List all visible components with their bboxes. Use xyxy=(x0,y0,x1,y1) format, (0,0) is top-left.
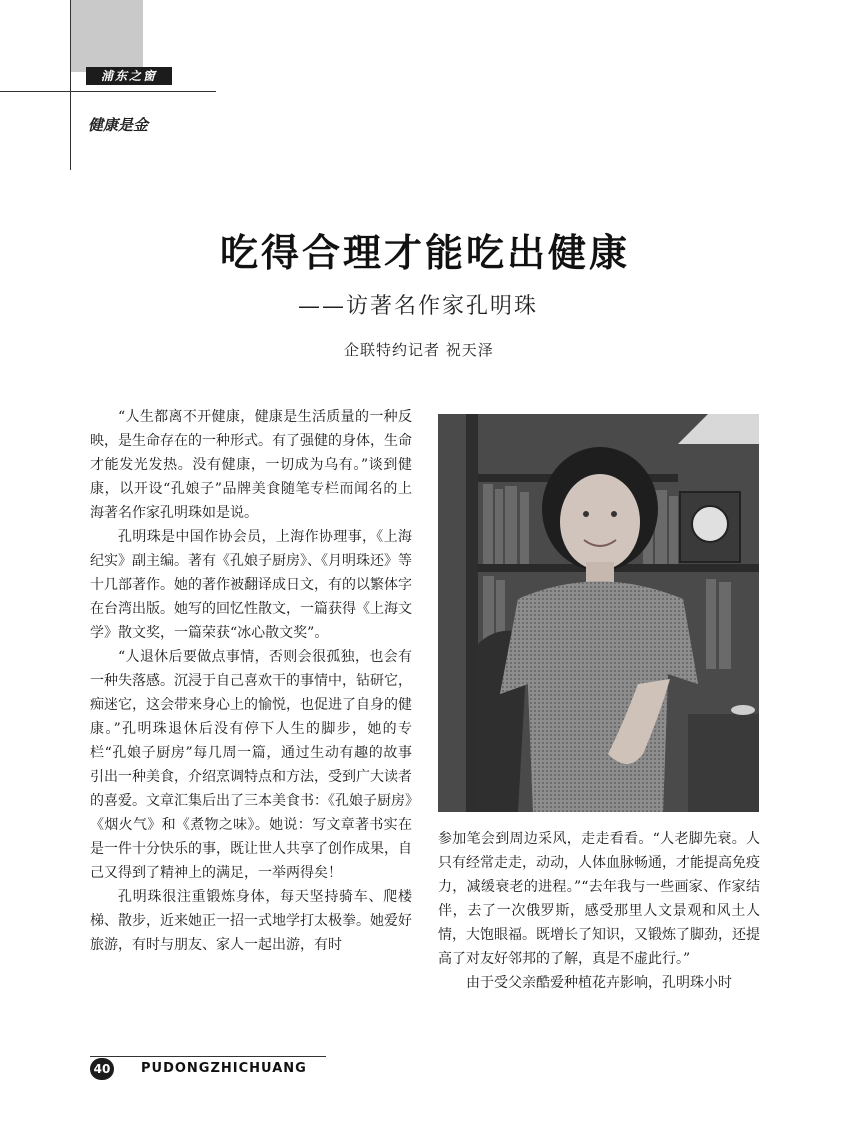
footer-rule xyxy=(90,1056,326,1057)
header-gray-tab xyxy=(70,0,143,72)
page-number: 40 xyxy=(90,1058,114,1080)
magazine-name: PUDONGZHICHUANG xyxy=(141,1061,307,1076)
paragraph: 由于受父亲酷爱种植花卉影响，孔明珠小时 xyxy=(466,975,732,991)
section-label: 健康是金 xyxy=(88,116,149,134)
header-vertical-rule xyxy=(70,0,71,170)
article-title: 吃得合理才能吃出健康 xyxy=(219,231,630,275)
paragraph: “人生都离不开健康，健康是生活质量的一种反映，是生命存在的一种形式。有了强健的身体，生命才能发光发热。没有健康，一切成为乌有。”谈到健康，以开设“孔娘子”品牌美食随笔专栏而闻名的上海著名作家孔明珠如是说。 xyxy=(90,409,412,521)
portrait-illustration xyxy=(438,414,759,812)
article-subtitle: ——访著名作家孔明珠 xyxy=(298,294,539,319)
right-text-column xyxy=(438,827,760,995)
column-badge: 浦东之窗 xyxy=(86,67,172,85)
header-horizontal-rule xyxy=(0,91,216,92)
portrait-photo xyxy=(438,414,759,812)
paragraph: 孔明珠很注重锻炼身体，每天坚持骑车、爬楼梯、散步，近来她正一招一式地学打太极拳。她爱好旅游，有时与朋友、家人一起出游，有时 xyxy=(90,889,412,953)
left-text-column xyxy=(90,405,412,957)
paragraph: “人退休后要做点事情，否则会很孤独，也会有一种失落感。沉浸于自己喜欢干的事情中，钻研它，痴迷它，这会带来身心上的愉悦，也促进了自身的健康。”孔明珠退休后没有停下人生的脚步，她的专栏“孔娘子厨房”每几周一篇，通过生动有趣的故事引出一种美食，介绍烹调特点和方法，受到广大读者的喜爱。文章汇集后出了三本美食书：《孔娘子厨房》《烟火气》和《煮物之味》。她说：写文章著书实在是一件十分快乐的事，既让世人共享了创作成果，自己又得到了精神上的满足，一举两得矣！ xyxy=(90,649,412,881)
article-byline: 企联特约记者 祝天泽 xyxy=(344,341,494,359)
paragraph: 孔明珠是中国作协会员，上海作协理事，《上海纪实》副主编。著有《孔娘子厨房》、《月明珠还》等十几部著作。她的著作被翻译成日文，有的以繁体字在台湾出版。她写的回忆性散文，一篇获得《上海文学》散文奖，一篇荣获“冰心散文奖”。 xyxy=(90,529,412,641)
paragraph: 参加笔会到周边采风，走走看看。“人老脚先衰。人只有经常走走，动动，人体血脉畅通，才能提高免疫力，减缓衰老的进程。”“去年我与一些画家、作家结伴，去了一次俄罗斯，感受那里人文景观和风土人情，大饱眼福。既增长了知识，又锻炼了脚劲，还提高了对友好邻邦的了解，真是不虚此行。” xyxy=(438,831,760,967)
